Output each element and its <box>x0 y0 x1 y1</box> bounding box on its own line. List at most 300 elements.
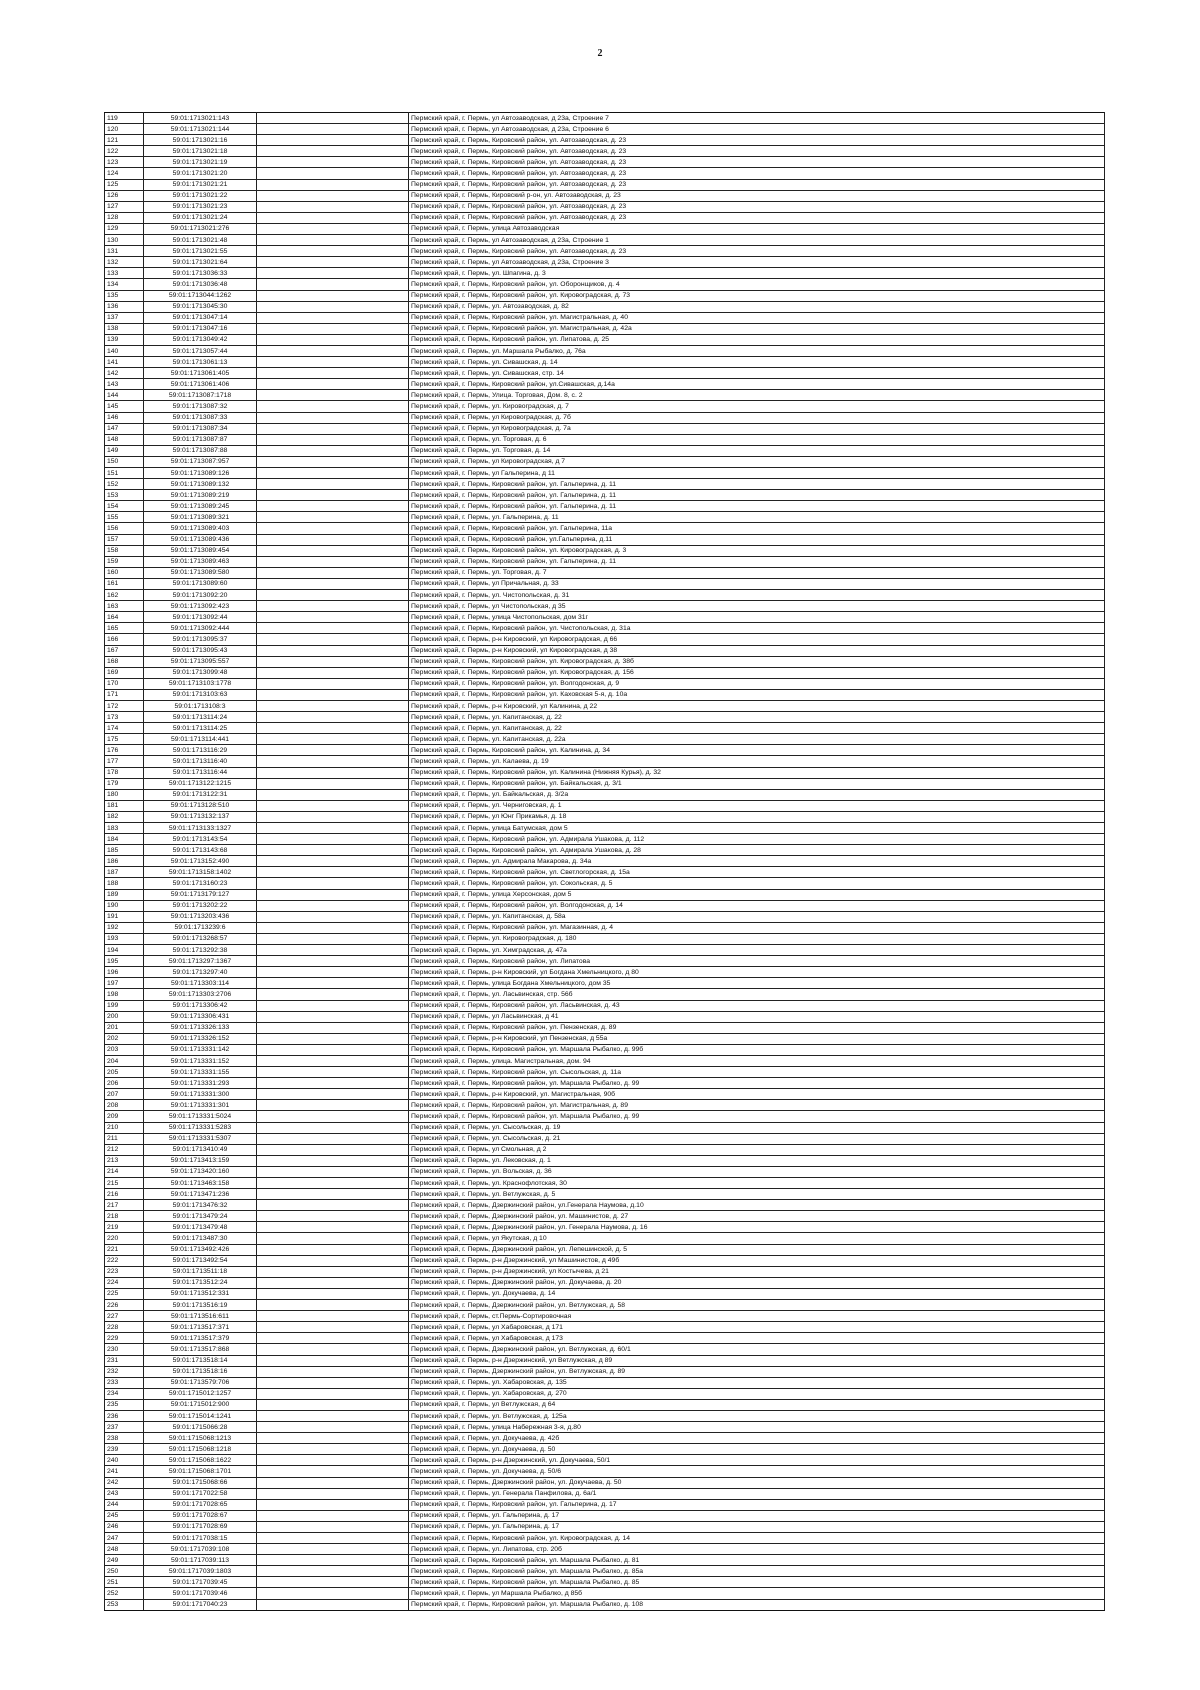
address-cell: Пермский край, г. Пермь, Кировский район, ул. Автозаводская, д. 23 <box>409 212 1105 223</box>
address-cell: Пермский край, г. Пермь, Дзержинский район, ул. Лепешинской, д. 5 <box>409 1244 1105 1255</box>
table-row <box>105 135 1105 146</box>
table-row <box>105 301 1105 312</box>
cadastral-number-cell: 59:01:1713331:142 <box>144 1044 257 1055</box>
row-number-cell: 176 <box>105 745 144 756</box>
address-cell: Пермский край, г. Пермь, ул. Торговая, д. 6 <box>409 434 1105 445</box>
address-cell: Пермский край, г. Пермь, ул Ветлужская, д 64 <box>409 1399 1105 1410</box>
cadastral-number-cell: 59:01:1713099:48 <box>144 667 257 678</box>
address-cell: Пермский край, г. Пермь, Кировский район, ул. Маршала Рыбалко, д. 85а <box>409 1566 1105 1577</box>
cadastral-number-cell: 59:01:1713021:64 <box>144 257 257 268</box>
row-number-cell: 183 <box>105 823 144 834</box>
empty-cell <box>257 590 409 601</box>
table-row <box>105 556 1105 567</box>
address-cell: Пермский край, г. Пермь, Кировский район, ул. Магистральная, д. 42а <box>409 323 1105 334</box>
empty-cell <box>257 656 409 667</box>
row-number-cell: 215 <box>105 1178 144 1189</box>
table-row <box>105 545 1105 556</box>
table-row <box>105 1388 1105 1399</box>
table-row <box>105 257 1105 268</box>
address-cell: Пермский край, г. Пермь, Кировский район, ул. Пензенская, д. 89 <box>409 1022 1105 1033</box>
address-cell: Пермский край, г. Пермь, Дзержинский район, ул. Ветлужская, д. 58 <box>409 1300 1105 1311</box>
empty-cell <box>257 922 409 933</box>
address-cell: Пермский край, г. Пермь, Дзержинский район, ул. Докучаева, д. 50 <box>409 1477 1105 1488</box>
empty-cell <box>257 1133 409 1144</box>
empty-cell <box>257 235 409 246</box>
cadastral-number-cell: 59:01:1713114:25 <box>144 723 257 734</box>
empty-cell <box>257 1166 409 1177</box>
address-cell: Пермский край, г. Пермь, ул Кировоградская, д. 7а <box>409 423 1105 434</box>
address-cell: Пермский край, г. Пермь, Кировский район, ул. Адмирала Ушакова, д. 112 <box>409 834 1105 845</box>
table-row <box>105 734 1105 745</box>
row-number-cell: 185 <box>105 845 144 856</box>
empty-cell <box>257 789 409 800</box>
cadastral-number-cell: 59:01:1713116:40 <box>144 756 257 767</box>
row-number-cell: 245 <box>105 1510 144 1521</box>
empty-cell <box>257 113 409 124</box>
empty-cell <box>257 1255 409 1266</box>
empty-cell <box>257 190 409 201</box>
cadastral-number-cell: 59:01:1713331:5024 <box>144 1111 257 1122</box>
cadastral-number-cell: 59:01:1713108:3 <box>144 700 257 711</box>
table-row <box>105 723 1105 734</box>
empty-cell <box>257 1022 409 1033</box>
empty-cell <box>257 623 409 634</box>
empty-cell <box>257 412 409 423</box>
table-row <box>105 1233 1105 1244</box>
address-cell: Пермский край, г. Пермь, ул Хабаровская, д 171 <box>409 1322 1105 1333</box>
table-row <box>105 823 1105 834</box>
table-row <box>105 945 1105 956</box>
cadastral-number-cell: 59:01:1715068:1622 <box>144 1455 257 1466</box>
address-cell: Пермский край, г. Пермь, ул. Липатова, стр. 20б <box>409 1544 1105 1555</box>
empty-cell <box>257 1200 409 1211</box>
cadastral-number-cell: 59:01:1713517:371 <box>144 1322 257 1333</box>
address-cell: Пермский край, г. Пермь, р-н Кировский, ул Кировоградская, д 38 <box>409 645 1105 656</box>
cadastral-number-cell: 59:01:1713087:32 <box>144 401 257 412</box>
row-number-cell: 169 <box>105 667 144 678</box>
table-row <box>105 1455 1105 1466</box>
table-row <box>105 401 1105 412</box>
address-cell: Пермский край, г. Пермь, р-н Кировский, ул Богдана Хмельницкого, д 80 <box>409 967 1105 978</box>
address-cell: Пермский край, г. Пермь, улица. Магистральная, дом. 94 <box>409 1055 1105 1066</box>
address-cell: Пермский край, г. Пермь, р-н Дзержинский, ул. Докучаева, 50/1 <box>409 1455 1105 1466</box>
cadastral-number-cell: 59:01:1713202:22 <box>144 900 257 911</box>
table-row <box>105 878 1105 889</box>
empty-cell <box>257 945 409 956</box>
address-cell: Пермский край, г. Пермь, ул Причальная, д. 33 <box>409 578 1105 589</box>
cadastral-number-cell: 59:01:1713122:1215 <box>144 778 257 789</box>
cadastral-number-cell: 59:01:1715012:900 <box>144 1399 257 1410</box>
address-cell: Пермский край, г. Пермь, ул. Шпагина, д. 3 <box>409 268 1105 279</box>
table-row <box>105 334 1105 345</box>
empty-cell <box>257 612 409 623</box>
table-row <box>105 212 1105 223</box>
address-cell: Пермский край, г. Пермь, ул. Адмирала Макарова, д. 34а <box>409 856 1105 867</box>
empty-cell <box>257 468 409 479</box>
table-row <box>105 379 1105 390</box>
cadastral-number-cell: 59:01:1713089:403 <box>144 523 257 534</box>
table-row <box>105 1433 1105 1444</box>
row-number-cell: 175 <box>105 734 144 745</box>
table-row <box>105 1333 1105 1344</box>
table-row <box>105 1544 1105 1555</box>
row-number-cell: 196 <box>105 967 144 978</box>
cadastral-number-cell: 59:01:1713292:38 <box>144 945 257 956</box>
empty-cell <box>257 845 409 856</box>
empty-cell <box>257 1422 409 1433</box>
row-number-cell: 251 <box>105 1577 144 1588</box>
table-row <box>105 290 1105 301</box>
table-row <box>105 1499 1105 1510</box>
address-cell: Пермский край, г. Пермь, р-н Кировский, ул. Магистральная, 90б <box>409 1089 1105 1100</box>
address-cell: Пермский край, г. Пермь, ул. Химградская, д. 47а <box>409 945 1105 956</box>
table-row <box>105 501 1105 512</box>
cadastral-number-cell: 59:01:1713158:1402 <box>144 867 257 878</box>
cadastral-number-cell: 59:01:1713152:490 <box>144 856 257 867</box>
table-row <box>105 523 1105 534</box>
table-row <box>105 922 1105 933</box>
address-cell: Пермский край, г. Пермь, Кировский район, ул. Автозаводская, д. 23 <box>409 179 1105 190</box>
address-cell: Пермский край, г. Пермь, р-н Дзержинский, ул Ветлужская, д 89 <box>409 1355 1105 1366</box>
address-cell: Пермский край, г. Пермь, ул. Кировоградская, д. 7 <box>409 401 1105 412</box>
empty-cell <box>257 223 409 234</box>
empty-cell <box>257 1355 409 1366</box>
address-cell: Пермский край, г. Пермь, ул. Вольская, д. 36 <box>409 1166 1105 1177</box>
table-row <box>105 223 1105 234</box>
empty-cell <box>257 1178 409 1189</box>
cadastral-number-cell: 59:01:1713092:20 <box>144 590 257 601</box>
table-row <box>105 1011 1105 1022</box>
row-number-cell: 241 <box>105 1466 144 1477</box>
table-row <box>105 1300 1105 1311</box>
cadastral-number-cell: 59:01:1715068:1218 <box>144 1444 257 1455</box>
cadastral-number-cell: 59:01:1713516:19 <box>144 1300 257 1311</box>
address-cell: Пермский край, г. Пермь, Кировский район, ул. Магазинная, д. 4 <box>409 922 1105 933</box>
row-number-cell: 197 <box>105 978 144 989</box>
empty-cell <box>257 667 409 678</box>
empty-cell <box>257 811 409 822</box>
row-number-cell: 230 <box>105 1344 144 1355</box>
row-number-cell: 186 <box>105 856 144 867</box>
row-number-cell: 119 <box>105 113 144 124</box>
address-cell: Пермский край, г. Пермь, ул. Хабаровская, д. 270 <box>409 1388 1105 1399</box>
empty-cell <box>257 1033 409 1044</box>
empty-cell <box>257 778 409 789</box>
cadastral-number-cell: 59:01:1713306:42 <box>144 1000 257 1011</box>
empty-cell <box>257 1322 409 1333</box>
address-cell: Пермский край, г. Пермь, ул. Маршала Рыбалко, д. 76а <box>409 345 1105 356</box>
table-row <box>105 1477 1105 1488</box>
address-cell: Пермский край, г. Пермь, Дзержинский район, ул. Ветлужская, д. 60/1 <box>409 1344 1105 1355</box>
cadastral-number-cell: 59:01:1713410:49 <box>144 1144 257 1155</box>
table-row <box>105 1255 1105 1266</box>
cadastral-number-cell: 59:01:1713518:16 <box>144 1366 257 1377</box>
table-row <box>105 656 1105 667</box>
row-number-cell: 121 <box>105 135 144 146</box>
cadastral-number-cell: 59:01:1713095:37 <box>144 634 257 645</box>
table-row <box>105 512 1105 523</box>
table-row <box>105 834 1105 845</box>
table-row <box>105 168 1105 179</box>
empty-cell <box>257 1333 409 1344</box>
table-row <box>105 856 1105 867</box>
empty-cell <box>257 1144 409 1155</box>
cadastral-number-cell: 59:01:1715068:1701 <box>144 1466 257 1477</box>
table-row <box>105 1144 1105 1155</box>
page-number: 2 <box>597 48 603 59</box>
row-number-cell: 218 <box>105 1211 144 1222</box>
table-row <box>105 1410 1105 1421</box>
row-number-cell: 153 <box>105 490 144 501</box>
row-number-cell: 155 <box>105 512 144 523</box>
empty-cell <box>257 146 409 157</box>
row-number-cell: 250 <box>105 1566 144 1577</box>
cadastral-number-cell: 59:01:1713021:48 <box>144 235 257 246</box>
address-cell: Пермский край, г. Пермь, ул. Кировоградская, д. 180 <box>409 933 1105 944</box>
cadastral-number-cell: 59:01:1713122:31 <box>144 789 257 800</box>
empty-cell <box>257 1488 409 1499</box>
table-row <box>105 578 1105 589</box>
empty-cell <box>257 911 409 922</box>
address-cell: Пермский край, г. Пермь, Кировский район, ул. Автозаводская, д. 23 <box>409 246 1105 257</box>
row-number-cell: 209 <box>105 1111 144 1122</box>
table-row <box>105 1078 1105 1089</box>
row-number-cell: 177 <box>105 756 144 767</box>
table-row <box>105 157 1105 168</box>
cadastral-number-cell: 59:01:1713061:405 <box>144 368 257 379</box>
row-number-cell: 226 <box>105 1300 144 1311</box>
address-cell: Пермский край, г. Пермь, ул. Автозаводская, д. 82 <box>409 301 1105 312</box>
cadastral-number-cell: 59:01:1713203:436 <box>144 911 257 922</box>
row-number-cell: 170 <box>105 678 144 689</box>
cadastral-number-cell: 59:01:1713103:1778 <box>144 678 257 689</box>
table-row <box>105 1067 1105 1078</box>
row-number-cell: 159 <box>105 556 144 567</box>
row-number-cell: 156 <box>105 523 144 534</box>
table-row <box>105 778 1105 789</box>
cadastral-number-cell: 59:01:1713021:18 <box>144 146 257 157</box>
cadastral-number-cell: 59:01:1713092:423 <box>144 601 257 612</box>
cadastral-number-cell: 59:01:1713047:14 <box>144 312 257 323</box>
empty-cell <box>257 290 409 301</box>
table-row <box>105 1377 1105 1388</box>
table-row <box>105 345 1105 356</box>
cadastral-number-cell: 59:01:1717040:23 <box>144 1599 257 1610</box>
table-row <box>105 1044 1105 1055</box>
cadastral-number-cell: 59:01:1713089:454 <box>144 545 257 556</box>
empty-cell <box>257 1000 409 1011</box>
address-cell: Пермский край, г. Пермь, Кировский район, ул. Адмирала Ушакова, д. 28 <box>409 845 1105 856</box>
table-row <box>105 1000 1105 1011</box>
empty-cell <box>257 989 409 1000</box>
row-number-cell: 223 <box>105 1266 144 1277</box>
row-number-cell: 202 <box>105 1033 144 1044</box>
empty-cell <box>257 423 409 434</box>
table-row <box>105 534 1105 545</box>
cadastral-number-cell: 59:01:1713303:114 <box>144 978 257 989</box>
address-cell: Пермский край, г. Пермь, ул Хабаровская, д 173 <box>409 1333 1105 1344</box>
empty-cell <box>257 1266 409 1277</box>
cadastral-number-cell: 59:01:1717039:46 <box>144 1588 257 1599</box>
table-body <box>105 113 1105 1611</box>
address-cell: Пермский край, г. Пермь, р-н Дзержинский, ул Костычева, д 21 <box>409 1266 1105 1277</box>
table-row <box>105 235 1105 246</box>
address-cell: Пермский край, г. Пермь, ул Якутская, д 10 <box>409 1233 1105 1244</box>
row-number-cell: 181 <box>105 800 144 811</box>
row-number-cell: 129 <box>105 223 144 234</box>
address-cell: Пермский край, г. Пермь, ул. Калаева, д. 19 <box>409 756 1105 767</box>
row-number-cell: 154 <box>105 501 144 512</box>
empty-cell <box>257 978 409 989</box>
address-cell: Пермский край, г. Пермь, ул. Гальперина, д. 17 <box>409 1521 1105 1532</box>
cadastral-number-cell: 59:01:1713331:5307 <box>144 1133 257 1144</box>
row-number-cell: 243 <box>105 1488 144 1499</box>
address-cell: Пермский край, г. Пермь, Кировский район, ул. Чистопольская, д. 31а <box>409 623 1105 634</box>
table-row <box>105 1488 1105 1499</box>
table-row <box>105 1288 1105 1299</box>
row-number-cell: 149 <box>105 445 144 456</box>
empty-cell <box>257 1155 409 1166</box>
empty-cell <box>257 723 409 734</box>
cadastral-number-cell: 59:01:1715012:1257 <box>144 1388 257 1399</box>
address-cell: Пермский край, г. Пермь, Кировский район, ул. Автозаводская, д. 23 <box>409 168 1105 179</box>
empty-cell <box>257 1533 409 1544</box>
empty-cell <box>257 357 409 368</box>
row-number-cell: 222 <box>105 1255 144 1266</box>
empty-cell <box>257 168 409 179</box>
table-row <box>105 1466 1105 1477</box>
empty-cell <box>257 578 409 589</box>
table-row <box>105 1588 1105 1599</box>
empty-cell <box>257 257 409 268</box>
cadastral-number-cell: 59:01:1713049:42 <box>144 334 257 345</box>
table-row <box>105 1200 1105 1211</box>
row-number-cell: 179 <box>105 778 144 789</box>
address-cell: Пермский край, г. Пермь, ул. Сысольская, д. 19 <box>409 1122 1105 1133</box>
cadastral-number-cell: 59:01:1713160:23 <box>144 878 257 889</box>
cadastral-number-cell: 59:01:1713479:48 <box>144 1222 257 1233</box>
row-number-cell: 120 <box>105 124 144 135</box>
address-cell: Пермский край, г. Пермь, Кировский район, ул. Гальперина, д. 11 <box>409 490 1105 501</box>
address-cell: Пермский край, г. Пермь, ул. Ветлужская, д. 125а <box>409 1410 1105 1421</box>
address-cell: Пермский край, г. Пермь, Кировский район, ул.Сивашская, д.14а <box>409 379 1105 390</box>
cadastral-number-cell: 59:01:1713579:706 <box>144 1377 257 1388</box>
empty-cell <box>257 456 409 467</box>
address-cell: Пермский край, г. Пермь, ул. Чистопольская, д. 31 <box>409 590 1105 601</box>
cadastral-number-cell: 59:01:1717028:65 <box>144 1499 257 1510</box>
row-number-cell: 198 <box>105 989 144 1000</box>
row-number-cell: 184 <box>105 834 144 845</box>
cadastral-number-cell: 59:01:1713420:160 <box>144 1166 257 1177</box>
table-row <box>105 490 1105 501</box>
address-cell: Пермский край, г. Пермь, улица Батумская, дом 5 <box>409 823 1105 834</box>
cadastral-number-cell: 59:01:1713089:126 <box>144 468 257 479</box>
table-row <box>105 867 1105 878</box>
address-cell: Пермский край, г. Пермь, Кировский район, ул. Волгодонская, д. 14 <box>409 900 1105 911</box>
empty-cell <box>257 1300 409 1311</box>
table-row <box>105 479 1105 490</box>
empty-cell <box>257 124 409 135</box>
table-row <box>105 1311 1105 1322</box>
table-row <box>105 390 1105 401</box>
row-number-cell: 150 <box>105 456 144 467</box>
cadastral-number-cell: 59:01:1717039:1803 <box>144 1566 257 1577</box>
table-row <box>105 1599 1105 1610</box>
table-row <box>105 1122 1105 1133</box>
row-number-cell: 193 <box>105 933 144 944</box>
row-number-cell: 128 <box>105 212 144 223</box>
address-cell: Пермский край, г. Пермь, Кировский район, ул. Сысольская, д. 11а <box>409 1067 1105 1078</box>
row-number-cell: 147 <box>105 423 144 434</box>
empty-cell <box>257 1433 409 1444</box>
cadastral-number-cell: 59:01:1713306:431 <box>144 1011 257 1022</box>
empty-cell <box>257 1521 409 1532</box>
row-number-cell: 239 <box>105 1444 144 1455</box>
empty-cell <box>257 246 409 257</box>
cadastral-number-cell: 59:01:1713036:48 <box>144 279 257 290</box>
row-number-cell: 152 <box>105 479 144 490</box>
row-number-cell: 163 <box>105 601 144 612</box>
empty-cell <box>257 401 409 412</box>
address-cell: Пермский край, г. Пермь, ул Кировоградская, д. 7б <box>409 412 1105 423</box>
empty-cell <box>257 601 409 612</box>
cadastral-number-cell: 59:01:1713021:143 <box>144 113 257 124</box>
table-row <box>105 1510 1105 1521</box>
table-row <box>105 179 1105 190</box>
address-cell: Пермский край, г. Пермь, Улица. Торговая, Дом. 8, с. 2 <box>409 390 1105 401</box>
row-number-cell: 236 <box>105 1410 144 1421</box>
table-row <box>105 933 1105 944</box>
empty-cell <box>257 1366 409 1377</box>
row-number-cell: 172 <box>105 700 144 711</box>
row-number-cell: 224 <box>105 1277 144 1288</box>
cadastral-number-cell: 59:01:1713463:158 <box>144 1178 257 1189</box>
address-cell: Пермский край, г. Пермь, Кировский район, ул. Кировоградская, д. 14 <box>409 1533 1105 1544</box>
empty-cell <box>257 1122 409 1133</box>
row-number-cell: 190 <box>105 900 144 911</box>
row-number-cell: 229 <box>105 1333 144 1344</box>
empty-cell <box>257 645 409 656</box>
row-number-cell: 234 <box>105 1388 144 1399</box>
table-row <box>105 800 1105 811</box>
empty-cell <box>257 1455 409 1466</box>
cadastral-number-cell: 59:01:1713516:611 <box>144 1311 257 1322</box>
empty-cell <box>257 1466 409 1477</box>
table-row <box>105 456 1105 467</box>
address-cell: Пермский край, г. Пермь, ст.Пермь-Сортировочная <box>409 1311 1105 1322</box>
row-number-cell: 124 <box>105 168 144 179</box>
cadastral-number-cell: 59:01:1713044:1262 <box>144 290 257 301</box>
address-cell: Пермский край, г. Пермь, ул. Хабаровская, д. 135 <box>409 1377 1105 1388</box>
cadastral-number-cell: 59:01:1713021:276 <box>144 223 257 234</box>
empty-cell <box>257 479 409 490</box>
table-row <box>105 445 1105 456</box>
empty-cell <box>257 1100 409 1111</box>
empty-cell <box>257 745 409 756</box>
row-number-cell: 166 <box>105 634 144 645</box>
empty-cell <box>257 1377 409 1388</box>
row-number-cell: 195 <box>105 956 144 967</box>
empty-cell <box>257 800 409 811</box>
row-number-cell: 221 <box>105 1244 144 1255</box>
empty-cell <box>257 1089 409 1100</box>
empty-cell <box>257 956 409 967</box>
address-cell: Пермский край, г. Пермь, Кировский район, ул. Липатова <box>409 956 1105 967</box>
cadastral-number-cell: 59:01:1713143:54 <box>144 834 257 845</box>
table-row <box>105 989 1105 1000</box>
address-cell: Пермский край, г. Пермь, Кировский район, ул. Ласьвинская, д. 43 <box>409 1000 1105 1011</box>
table-row <box>105 1033 1105 1044</box>
